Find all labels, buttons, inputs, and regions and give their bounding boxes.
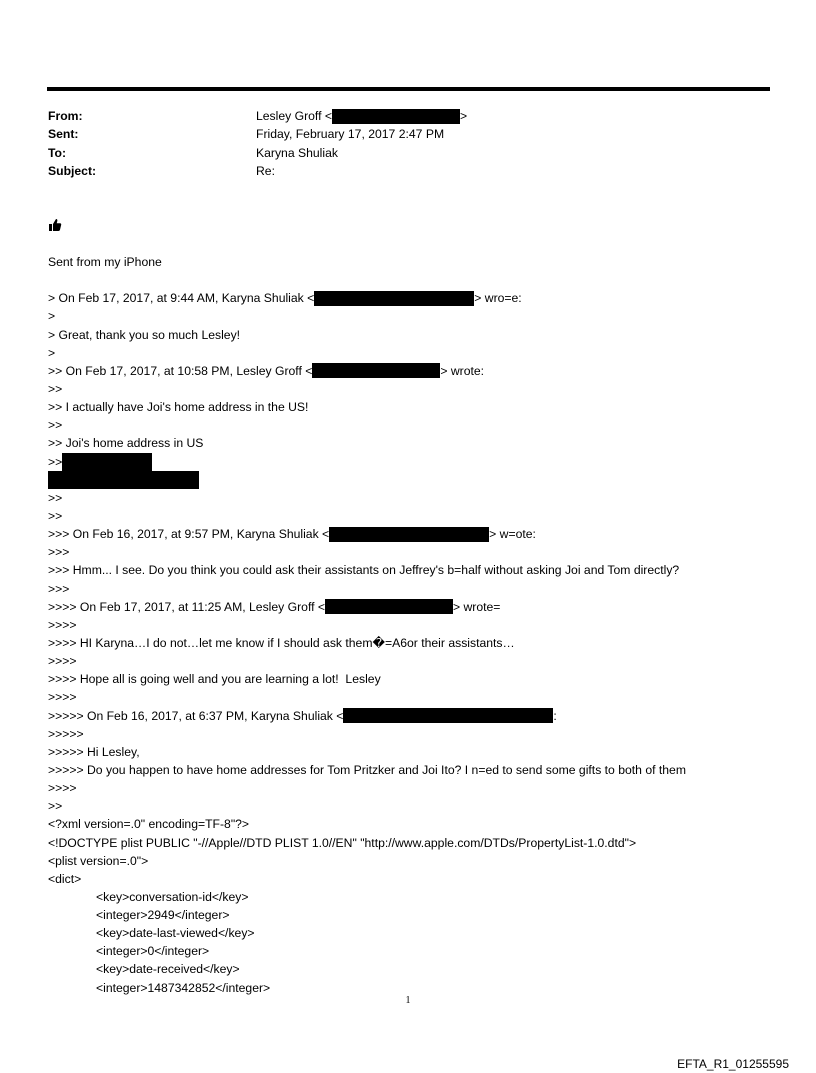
xml-line: <!DOCTYPE plist PUBLIC "-//Apple//DTD PLIST 1.0//EN" "http://www.apple.com/DTDs/PropertyList-1.0.dtd"> — [48, 835, 637, 850]
xml-line: <integer>1487342852</integer> — [96, 980, 271, 995]
page-number: 1 — [405, 995, 411, 1006]
redaction-block — [62, 453, 152, 471]
quote-line: > — [48, 345, 56, 360]
quote-line: >>> Hmm... I see. Do you think you could ask their assistants on Jeffrey's b=half without asking Joi and Tom directly? — [48, 563, 680, 578]
sent-from-line: Sent from my iPhone — [48, 255, 162, 269]
xml-line: <key>date-last-viewed</key> — [96, 926, 255, 941]
sent-label: Sent: — [48, 127, 79, 142]
xml-line: <dict> — [48, 871, 82, 886]
quote-line — [48, 525, 686, 543]
quote-line: >> — [48, 418, 63, 433]
to-value: Karyna Shuliak — [256, 145, 338, 160]
xml-line: <plist version=.0"> — [48, 853, 149, 868]
quote-line: >> — [48, 381, 63, 396]
quote-text: > wrote: — [440, 363, 485, 378]
quote-line: >> — [48, 508, 63, 523]
quote-text: > w=ote: — [489, 527, 536, 542]
quote-line: >>>> Hope all is going well and you are learning a lot! Lesley — [48, 672, 381, 687]
quote-line: >> — [48, 490, 63, 505]
from-close: > — [460, 109, 468, 123]
quote-line: >> — [48, 799, 63, 814]
quote-line — [48, 453, 686, 471]
quote-line: >>> — [48, 545, 70, 560]
quote-line: >> Joi's home address in US — [48, 436, 204, 451]
quote-line: >>> — [48, 581, 70, 596]
quote-line: >>>>> — [48, 726, 84, 741]
quote-line: >> I actually have Joi's home address in the US! — [48, 400, 309, 415]
quote-line: >>>> — [48, 690, 77, 705]
email-header — [48, 107, 467, 180]
quote-line — [48, 289, 686, 307]
quote-line: > — [48, 309, 56, 324]
redaction-block — [312, 363, 440, 378]
quote-text: : — [553, 708, 557, 723]
quote-text: > On Feb 17, 2017, at 9:44 AM, Karyna Shuliak < — [48, 291, 315, 306]
quote-line: > Great, thank you so much Lesley! — [48, 327, 241, 342]
sent-row — [48, 125, 467, 143]
email-body — [48, 253, 686, 997]
to-row — [48, 144, 467, 162]
redaction-block — [343, 708, 553, 723]
xml-line: <integer>2949</integer> — [96, 908, 230, 923]
quote-text: >>> On Feb 16, 2017, at 9:57 PM, Karyna Shuliak < — [48, 527, 330, 542]
from-name: Lesley Groff < — [256, 109, 332, 123]
quote-line — [48, 362, 686, 380]
from-value — [256, 107, 467, 125]
quote-line: >>>> HI Karyna…I do not…let me know if I should ask them�=A6or their assistants… — [48, 635, 515, 650]
quote-text: >> — [48, 454, 63, 469]
redaction-block — [325, 599, 453, 614]
xml-line: <?xml version=.0" encoding=TF-8"?> — [48, 817, 250, 832]
xml-line: <key>date-received</key> — [96, 962, 240, 977]
quote-line: >>>>> Hi Lesley, — [48, 744, 140, 759]
quote-line: >>>> — [48, 781, 77, 796]
quote-text: >>>>> On Feb 16, 2017, at 6:37 PM, Karyna Shuliak < — [48, 708, 344, 723]
to-label: To: — [48, 145, 67, 160]
quote-line: >>>>> Do you happen to have home addresses for Tom Pritzker and Joi Ito? I n=ed to send some gifts to both of them — [48, 762, 686, 777]
quote-text: >>>> On Feb 17, 2017, at 11:25 AM, Lesley Groff < — [48, 599, 325, 614]
subject-label: Subject: — [48, 163, 97, 178]
sent-value: Friday, February 17, 2017 2:47 PM — [256, 127, 445, 142]
redacted-line — [48, 471, 686, 489]
quote-line: >>>> — [48, 617, 77, 632]
subject-row — [48, 162, 467, 180]
xml-line: <key>conversation-id</key> — [96, 889, 249, 904]
quote-line — [48, 598, 686, 616]
from-row — [48, 107, 467, 125]
quote-text: > wro=e: — [474, 291, 522, 306]
from-label: From: — [48, 109, 83, 123]
redaction-block — [332, 109, 460, 124]
redaction-block — [48, 471, 199, 489]
quote-text: > wrote= — [453, 599, 501, 614]
redaction-block — [329, 527, 489, 542]
subject-value: Re: — [256, 163, 275, 178]
redaction-block — [314, 291, 474, 306]
xml-line: <integer>0</integer> — [96, 944, 210, 959]
spacer-line — [48, 271, 686, 289]
document-id: EFTA_R1_01255595 — [677, 1057, 789, 1071]
quote-line — [48, 707, 686, 725]
quote-text: >> On Feb 17, 2017, at 10:58 PM, Lesley Groff < — [48, 363, 313, 378]
header-rule — [47, 87, 770, 91]
quote-line: >>>> — [48, 654, 77, 669]
thumbs-up-icon — [48, 218, 62, 235]
